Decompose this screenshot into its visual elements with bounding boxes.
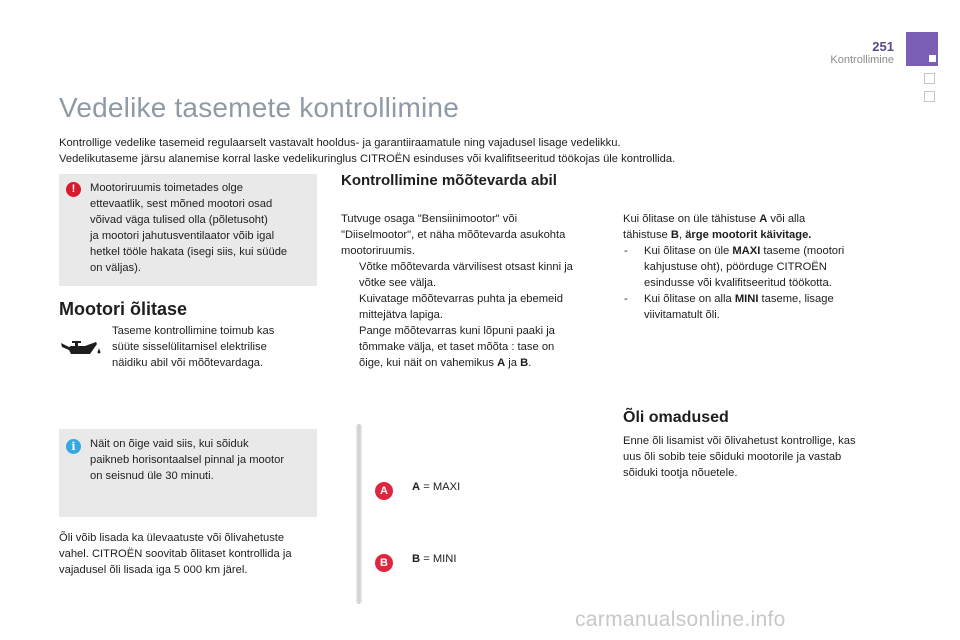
- label-key: A: [412, 481, 421, 493]
- section-tab-active[interactable]: [906, 32, 938, 66]
- outside-marks-text: [623, 211, 893, 323]
- list-item: [341, 259, 606, 291]
- list-item: [341, 323, 606, 371]
- text-fragment: Kui õlitase on alla: [644, 293, 735, 305]
- text-fragment: .: [528, 357, 532, 369]
- text-fragment: taseme, lisage: [758, 293, 834, 305]
- warning-box: [59, 174, 317, 286]
- text-fragment: ,: [678, 229, 686, 241]
- intro-paragraph: Vedelikutaseme järsu alanemise korral laske vedelikuringlus CITROËN esinduses või kvalifitseeritud töökojas üle kontrollida.: [59, 153, 676, 165]
- text-line: võtke see välja.: [359, 277, 437, 289]
- text-line: süüte sisselülitamisel elektrilise: [112, 341, 267, 353]
- list-item: [341, 291, 606, 323]
- text-line: võivad väga tulised olla (põletusoht): [90, 214, 268, 226]
- list-item: [623, 291, 893, 323]
- text-line: paikneb horisontaalsel pinnal ja mootor: [90, 454, 285, 466]
- text-line: hetkel tööle hakata (isegi siis, kui süüde: [90, 246, 288, 258]
- oil-level-text: [112, 323, 317, 371]
- section-label: Kontrollimine: [830, 54, 894, 66]
- page-number: 251: [872, 39, 894, 54]
- section-tab[interactable]: [924, 91, 935, 102]
- page-title: Vedelike tasemete kontrollimine: [59, 92, 459, 123]
- text-line: vajadusel õli lisada iga 5 000 km järel.: [59, 564, 248, 576]
- text-fragment: tähistuse: [623, 229, 671, 241]
- info-text: [90, 436, 315, 484]
- oil-level-heading: Mootori õlitase: [59, 299, 188, 319]
- list-item: [623, 243, 893, 291]
- text-line: [644, 291, 893, 307]
- pin-a-icon: A: [375, 482, 393, 500]
- text-line: [623, 227, 893, 243]
- mark-a: A: [759, 213, 768, 225]
- text-line: Näit on õige vaid siis, kui sõiduk: [90, 438, 249, 450]
- square-icon: [929, 55, 936, 62]
- text-line: [644, 243, 893, 259]
- mark-a: A: [497, 357, 506, 369]
- text-fragment: või alla: [767, 213, 806, 225]
- text-line: esindusse või kvalifitseeritud töökotta.: [644, 277, 832, 289]
- text-line: Enne õli lisamist või õlivahetust kontrollige, kas: [623, 435, 856, 447]
- text-line: on väljas).: [90, 262, 141, 274]
- text-line: vahel. CITROËN soovitab õlitaset kontrollida ja: [59, 548, 292, 560]
- text-line: on seisnud üle 30 minuti.: [90, 470, 214, 482]
- text-fragment: Kui õlitase on üle: [644, 245, 733, 257]
- warning-icon: !: [66, 182, 81, 197]
- warning-text: [90, 180, 315, 276]
- text-line: Tutvuge osaga "Bensiinimootor" või: [341, 213, 518, 225]
- text-line: mittejätva lapiga.: [359, 309, 443, 321]
- text-line: Võtke mõõtevarda värvilisest otsast kinni ja: [359, 261, 573, 273]
- label-value: = MAXI: [420, 481, 461, 493]
- oil-can-icon: [59, 338, 103, 360]
- text-line: kahjustuse oht), pöörduge CITROËN: [644, 261, 827, 273]
- text-fragment: taseme (mootori: [760, 245, 845, 257]
- info-icon: i: [66, 439, 81, 454]
- text-line: Mootoriruumis toimetades olge: [90, 182, 243, 194]
- text-line: näidiku abil või mõõtevardaga.: [112, 357, 264, 369]
- intro-paragraph: Kontrollige vedelike tasemeid regulaarselt vastavalt hooldus- ja garantiiraamatule ning vajadusel lisage vedelikku.: [59, 137, 621, 149]
- mini-label: [412, 553, 456, 565]
- text-line: Õli võib lisada ka ülevaatuste või õlivahetuste: [59, 532, 285, 544]
- dash-mark: -: [624, 293, 628, 305]
- text-line: mootoriruumis.: [341, 245, 415, 257]
- mark-b: B: [520, 357, 529, 369]
- mini-key: MINI: [734, 293, 759, 305]
- info-box: [59, 429, 317, 517]
- maxi-key: MAXI: [732, 245, 761, 257]
- text-line: Pange mõõtevarras kuni lõpuni paaki ja: [359, 325, 555, 337]
- text-line: Kuivatage mõõtevarras puhta ja ebemeid: [359, 293, 563, 305]
- text-line: "Diiselmootor", et näha mõõtevarda asukohta: [341, 229, 566, 241]
- oil-properties-heading: Õli omadused: [623, 409, 729, 426]
- pin-b-icon: B: [375, 554, 393, 572]
- maxi-label: [412, 481, 460, 493]
- section-tab[interactable]: [924, 73, 935, 84]
- text-fragment: ja: [505, 357, 521, 369]
- text-line: tõmmake välja, et taset mõõta : tase on: [359, 341, 555, 353]
- oil-properties-text: [623, 433, 893, 481]
- text-line: viivitamatult õli.: [644, 309, 720, 321]
- label-value: = MINI: [420, 553, 457, 565]
- text-line: [359, 355, 606, 371]
- text-line: sõiduki tootja nõuetele.: [623, 467, 738, 479]
- text-line: Taseme kontrollimine toimub kas: [112, 325, 275, 337]
- label-key: B: [412, 553, 421, 565]
- emphasis: ärge mootorit käivitage.: [685, 229, 812, 241]
- dipstick-check-heading: Kontrollimine mõõtevarda abil: [341, 172, 557, 189]
- text-line: uus õli sobib teie sõiduki mootorile ja vastab: [623, 451, 842, 463]
- dipstick-illustration: [352, 424, 368, 608]
- top-up-text: [59, 530, 321, 578]
- dash-mark: -: [624, 245, 628, 257]
- mark-b: B: [670, 229, 679, 241]
- dipstick-check-text: [341, 211, 606, 371]
- text-line: ettevaatlik, sest mõned mootori osad: [90, 198, 273, 210]
- text-line: ja mootori jahutusventilaator võib igal: [90, 230, 275, 242]
- watermark: carmanualsonline.info: [575, 608, 786, 631]
- text-fragment: Kui õlitase on üle tähistuse: [623, 213, 760, 225]
- text-line: [623, 211, 893, 227]
- text-fragment: õige, kui näit on vahemikus: [359, 357, 498, 369]
